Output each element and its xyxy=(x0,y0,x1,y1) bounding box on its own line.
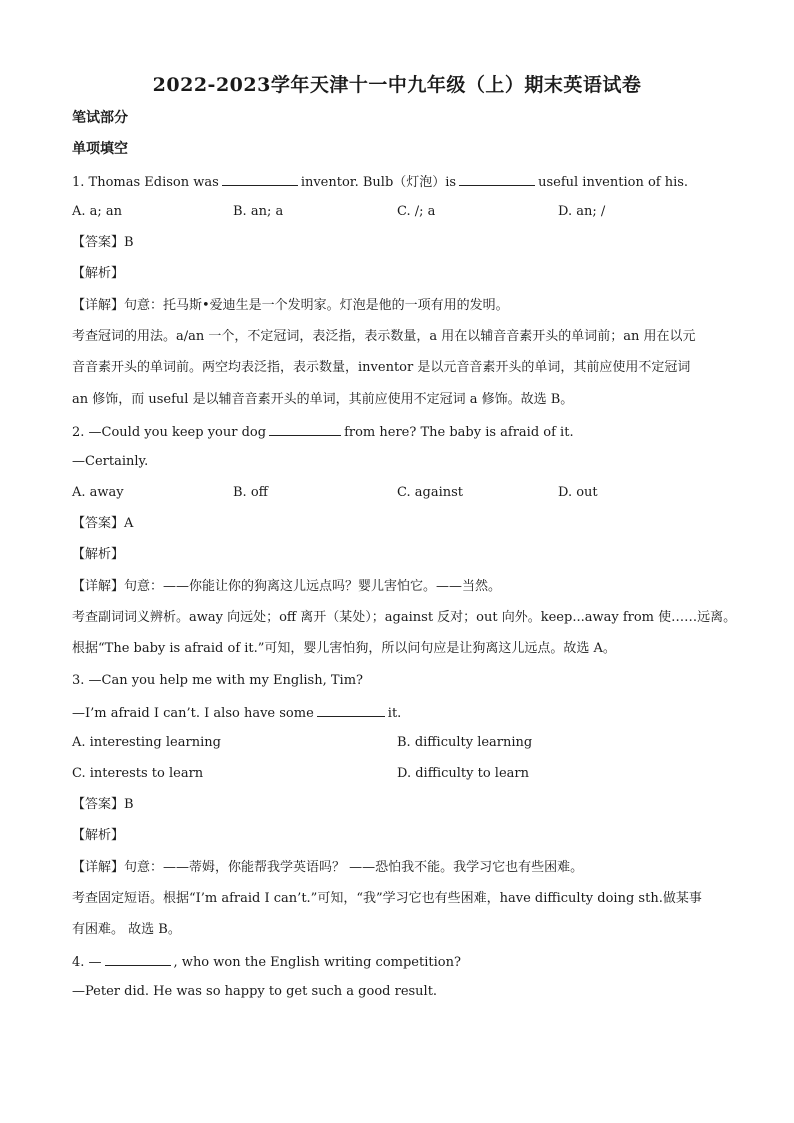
section-heading: 笔试部分 xyxy=(72,110,128,126)
answer-blank xyxy=(317,702,385,717)
question-2-stem xyxy=(72,421,574,443)
question-1-answer: 【答案】B xyxy=(72,235,134,250)
question-2-option-a: A. away xyxy=(72,485,124,500)
question-1-explanation-line: 音音素开头的单词前。两空均表泛指，表示数量，inventor 是以元音音素开头的单词，其前应使用不定冠词 xyxy=(72,360,691,375)
question-1-option-d: D. an; / xyxy=(558,204,606,219)
question-1-stem xyxy=(72,171,688,193)
question-4-stem-part-b: , who won the English writing competition? xyxy=(173,955,461,970)
question-1-option-b: B. an; a xyxy=(233,204,284,219)
question-4-reply: —Peter did. He was so happy to get such a good result. xyxy=(72,984,438,999)
page-title: 2022-2023学年天津十一中九年级（上）期末英语试卷 xyxy=(152,74,642,96)
question-3-option-a: A. interesting learning xyxy=(72,735,221,750)
question-2-analysis-label: 【解析】 xyxy=(72,547,125,562)
question-2-answer: 【答案】A xyxy=(72,516,134,531)
answer-blank xyxy=(222,171,298,186)
question-3-reply-part-b: it. xyxy=(387,706,402,721)
answer-blank xyxy=(269,421,341,436)
question-2-option-c: C. against xyxy=(397,485,463,500)
question-2-explanation-line: 考查副词词义辨析。away 向远处；off 离开（某处）；against 反对；out 向外。keep...away from 使……远离。 xyxy=(72,610,737,625)
question-3-answer: 【答案】B xyxy=(72,797,134,812)
question-4-stem-part-a: 4. — xyxy=(72,955,102,970)
question-3-detail: 【详解】句意：——蒂姆，你能帮我学英语吗？ ——恐怕我不能。我学习它也有些困难。 xyxy=(72,860,584,875)
question-3-reply-part-a: —I’m afraid I can’t. I also have some xyxy=(72,706,314,721)
question-3-option-d: D. difficulty to learn xyxy=(397,766,529,781)
question-1-stem-part-c: useful invention of his. xyxy=(538,175,689,190)
question-3-reply xyxy=(72,702,401,724)
question-3-stem: 3. —Can you help me with my English, Tim? xyxy=(72,673,363,688)
question-1-explanation-line: 考查冠词的用法。a/an 一个，不定冠词，表泛指，表示数量，a 用在以辅音音素开头的单词前；an 用在以元 xyxy=(72,329,696,344)
question-3-option-b: B. difficulty learning xyxy=(397,735,533,750)
question-1-explanation-line: an 修饰，而 useful 是以辅音音素开头的单词，其前应使用不定冠词 a 修饰。故选 B。 xyxy=(72,392,574,407)
question-1-stem-part-a: 1. Thomas Edison was xyxy=(72,175,219,190)
question-1-detail: 【详解】句意：托马斯•爱迪生是一个发明家。灯泡是他的一项有用的发明。 xyxy=(72,298,509,313)
question-1-analysis-label: 【解析】 xyxy=(72,266,125,281)
question-3-explanation-line: 考查固定短语。根据“I’m afraid I can’t.”可知，“我”学习它也有些困难，have difficulty doing sth.做某事 xyxy=(72,891,702,906)
question-2-detail: 【详解】句意：——你能让你的狗离这儿远点吗？婴儿害怕它。——当然。 xyxy=(72,579,502,594)
question-2-stem-part-b: from here? The baby is afraid of it. xyxy=(344,425,574,440)
answer-blank xyxy=(105,951,171,966)
question-1-option-a: A. a; an xyxy=(72,204,123,219)
question-1-option-c: C. /; a xyxy=(397,204,436,219)
question-1-stem-part-b: inventor. Bulb（灯泡）is xyxy=(300,175,457,190)
question-2-option-b: B. off xyxy=(233,485,268,500)
answer-blank xyxy=(459,171,535,186)
subsection-heading: 单项填空 xyxy=(72,141,128,157)
question-3-option-c: C. interests to learn xyxy=(72,766,204,781)
question-2-explanation-line: 根据“The baby is afraid of it.”可知，婴儿害怕狗，所以问句应是让狗离这儿远点。故选 A。 xyxy=(72,641,616,656)
question-2-stem-part-a: 2. —Could you keep your dog xyxy=(72,425,267,440)
question-2-reply: —Certainly. xyxy=(72,454,149,469)
question-3-analysis-label: 【解析】 xyxy=(72,828,125,843)
question-2-option-d: D. out xyxy=(558,485,598,500)
question-3-explanation-line: 有困难。 故选 B。 xyxy=(72,922,181,937)
question-4-stem xyxy=(72,951,461,973)
